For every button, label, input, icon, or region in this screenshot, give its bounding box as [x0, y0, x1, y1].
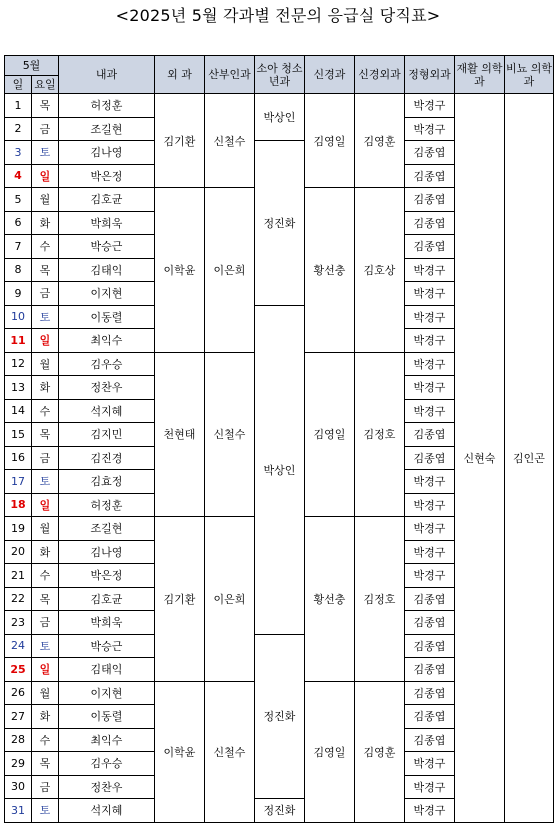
day-cell: 12 [5, 352, 32, 376]
day-cell: 18 [5, 493, 32, 517]
day-cell: 9 [5, 282, 32, 306]
weekday-cell: 월 [32, 517, 59, 541]
weekday-cell: 토 [32, 141, 59, 165]
day-cell: 8 [5, 258, 32, 282]
pediatrics-cell: 박상인 [255, 305, 305, 634]
day-cell: 14 [5, 399, 32, 423]
neurosurgery-cell: 김영훈 [355, 94, 405, 188]
weekday-cell: 금 [32, 117, 59, 141]
day-cell: 25 [5, 658, 32, 682]
weekday-cell: 금 [32, 611, 59, 635]
day-cell: 28 [5, 728, 32, 752]
day-cell: 1 [5, 94, 32, 118]
weekday-cell: 월 [32, 188, 59, 212]
day-cell: 10 [5, 305, 32, 329]
day-cell: 24 [5, 634, 32, 658]
rehab-header: 재활 의학과 [455, 56, 505, 94]
internal-cell: 박은정 [59, 164, 155, 188]
day-cell: 16 [5, 446, 32, 470]
surgery-cell: 김기환 [155, 517, 205, 682]
obgyn-cell: 이은희 [205, 517, 255, 682]
obgyn-cell: 신철수 [205, 352, 255, 517]
day-cell: 5 [5, 188, 32, 212]
orthopedics-cell: 박경구 [405, 305, 455, 329]
internal-cell: 김호균 [59, 587, 155, 611]
orthopedics-cell: 박경구 [405, 775, 455, 799]
internal-cell: 조길현 [59, 117, 155, 141]
day-cell: 23 [5, 611, 32, 635]
weekday-cell: 수 [32, 728, 59, 752]
weekday-cell: 목 [32, 423, 59, 447]
pediatrics-header: 소아 청소년과 [255, 56, 305, 94]
internal-cell: 김나영 [59, 141, 155, 165]
day-cell: 13 [5, 376, 32, 400]
rehab-cell: 신현숙 [455, 94, 505, 823]
weekday-cell: 목 [32, 587, 59, 611]
weekday-cell: 금 [32, 282, 59, 306]
internal-cell: 이지현 [59, 282, 155, 306]
orthopedics-cell: 김종엽 [405, 446, 455, 470]
orthopedics-cell: 박경구 [405, 258, 455, 282]
orthopedics-cell: 박경구 [405, 399, 455, 423]
orthopedics-cell: 김종엽 [405, 587, 455, 611]
neurology-cell: 김영일 [305, 94, 355, 188]
pediatrics-cell: 정진화 [255, 141, 305, 306]
orthopedics-header: 정형외과 [405, 56, 455, 94]
pediatrics-cell: 정진화 [255, 634, 305, 799]
day-cell: 19 [5, 517, 32, 541]
weekday-cell: 수 [32, 564, 59, 588]
internal-cell: 이동렬 [59, 305, 155, 329]
neurosurgery-cell: 김영훈 [355, 681, 405, 822]
internal-cell: 조길현 [59, 517, 155, 541]
internal-cell: 이동렬 [59, 705, 155, 729]
orthopedics-cell: 김종엽 [405, 611, 455, 635]
weekday-cell: 금 [32, 446, 59, 470]
weekday-cell: 일 [32, 658, 59, 682]
internal-header: 내과 [59, 56, 155, 94]
surgery-cell: 이학윤 [155, 188, 205, 353]
internal-cell: 박희욱 [59, 211, 155, 235]
internal-cell: 석지혜 [59, 799, 155, 823]
surgery-cell: 김기환 [155, 94, 205, 188]
orthopedics-cell: 김종엽 [405, 141, 455, 165]
day-cell: 20 [5, 540, 32, 564]
orthopedics-cell: 박경구 [405, 470, 455, 494]
month-header: 5월 [5, 56, 59, 76]
orthopedics-cell: 박경구 [405, 752, 455, 776]
internal-cell: 김나영 [59, 540, 155, 564]
weekday-cell: 목 [32, 94, 59, 118]
day-header: 일 [5, 76, 32, 94]
weekday-cell: 토 [32, 799, 59, 823]
orthopedics-cell: 박경구 [405, 282, 455, 306]
internal-cell: 박희욱 [59, 611, 155, 635]
day-cell: 22 [5, 587, 32, 611]
internal-cell: 김우승 [59, 752, 155, 776]
urology-cell: 김인곤 [505, 94, 554, 823]
internal-cell: 김태익 [59, 258, 155, 282]
neurology-cell: 황선충 [305, 188, 355, 353]
orthopedics-cell: 김종엽 [405, 235, 455, 259]
internal-cell: 허정훈 [59, 94, 155, 118]
surgery-header: 외 과 [155, 56, 205, 94]
orthopedics-cell: 김종엽 [405, 705, 455, 729]
neurosurgery-cell: 김정호 [355, 517, 405, 682]
orthopedics-cell: 김종엽 [405, 423, 455, 447]
obgyn-header: 산부인과 [205, 56, 255, 94]
orthopedics-cell: 김종엽 [405, 658, 455, 682]
orthopedics-cell: 김종엽 [405, 164, 455, 188]
pediatrics-cell: 박상인 [255, 94, 305, 141]
orthopedics-cell: 박경구 [405, 94, 455, 118]
internal-cell: 박은정 [59, 564, 155, 588]
neurology-cell: 김영일 [305, 681, 355, 822]
internal-cell: 박승근 [59, 634, 155, 658]
weekday-cell: 수 [32, 235, 59, 259]
weekday-cell: 일 [32, 493, 59, 517]
orthopedics-cell: 김종엽 [405, 681, 455, 705]
internal-cell: 김효정 [59, 470, 155, 494]
weekday-cell: 토 [32, 634, 59, 658]
internal-cell: 김호균 [59, 188, 155, 212]
day-cell: 6 [5, 211, 32, 235]
pediatrics-cell: 정진화 [255, 799, 305, 823]
internal-cell: 최익수 [59, 728, 155, 752]
day-cell: 21 [5, 564, 32, 588]
day-cell: 11 [5, 329, 32, 353]
orthopedics-cell: 박경구 [405, 352, 455, 376]
weekday-cell: 월 [32, 352, 59, 376]
neurosurgery-cell: 김호상 [355, 188, 405, 353]
day-cell: 31 [5, 799, 32, 823]
internal-cell: 이지현 [59, 681, 155, 705]
orthopedics-cell: 김종엽 [405, 728, 455, 752]
weekday-cell: 일 [32, 164, 59, 188]
obgyn-cell: 신철수 [205, 94, 255, 188]
obgyn-cell: 신철수 [205, 681, 255, 822]
day-cell: 26 [5, 681, 32, 705]
internal-cell: 박승근 [59, 235, 155, 259]
internal-cell: 정찬우 [59, 376, 155, 400]
day-cell: 15 [5, 423, 32, 447]
weekday-cell: 화 [32, 540, 59, 564]
table-row [5, 94, 554, 118]
day-cell: 27 [5, 705, 32, 729]
orthopedics-cell: 박경구 [405, 517, 455, 541]
neurosurgery-header: 신경외과 [355, 56, 405, 94]
weekday-cell: 일 [32, 329, 59, 353]
orthopedics-cell: 김종엽 [405, 188, 455, 212]
day-cell: 4 [5, 164, 32, 188]
obgyn-cell: 이은희 [205, 188, 255, 353]
day-cell: 3 [5, 141, 32, 165]
internal-cell: 최익수 [59, 329, 155, 353]
weekday-cell: 목 [32, 752, 59, 776]
day-cell: 2 [5, 117, 32, 141]
urology-header: 비뇨 의학과 [505, 56, 554, 94]
page-title: <2025년 5월 각과별 전문의 응급실 당직표> [115, 6, 441, 25]
orthopedics-cell: 박경구 [405, 117, 455, 141]
orthopedics-cell: 박경구 [405, 329, 455, 353]
surgery-cell: 이학윤 [155, 681, 205, 822]
neurology-cell: 김영일 [305, 352, 355, 517]
orthopedics-cell: 박경구 [405, 564, 455, 588]
orthopedics-cell: 박경구 [405, 493, 455, 517]
internal-cell: 정찬우 [59, 775, 155, 799]
weekday-cell: 화 [32, 211, 59, 235]
orthopedics-cell: 박경구 [405, 540, 455, 564]
day-cell: 17 [5, 470, 32, 494]
duty-table [4, 55, 554, 823]
weekday-cell: 수 [32, 399, 59, 423]
internal-cell: 김진경 [59, 446, 155, 470]
internal-cell: 김우승 [59, 352, 155, 376]
orthopedics-cell: 김종엽 [405, 634, 455, 658]
weekday-cell: 토 [32, 305, 59, 329]
orthopedics-cell: 박경구 [405, 799, 455, 823]
weekday-header: 요일 [32, 76, 59, 94]
neurology-header: 신경과 [305, 56, 355, 94]
day-cell: 7 [5, 235, 32, 259]
internal-cell: 허정훈 [59, 493, 155, 517]
weekday-cell: 금 [32, 775, 59, 799]
orthopedics-cell: 김종엽 [405, 211, 455, 235]
day-cell: 30 [5, 775, 32, 799]
neurosurgery-cell: 김정호 [355, 352, 405, 517]
internal-cell: 김지민 [59, 423, 155, 447]
weekday-cell: 목 [32, 258, 59, 282]
weekday-cell: 화 [32, 376, 59, 400]
orthopedics-cell: 박경구 [405, 376, 455, 400]
neurology-cell: 황선충 [305, 517, 355, 682]
day-cell: 29 [5, 752, 32, 776]
weekday-cell: 토 [32, 470, 59, 494]
internal-cell: 석지혜 [59, 399, 155, 423]
surgery-cell: 천현태 [155, 352, 205, 517]
weekday-cell: 월 [32, 681, 59, 705]
internal-cell: 김태익 [59, 658, 155, 682]
weekday-cell: 화 [32, 705, 59, 729]
